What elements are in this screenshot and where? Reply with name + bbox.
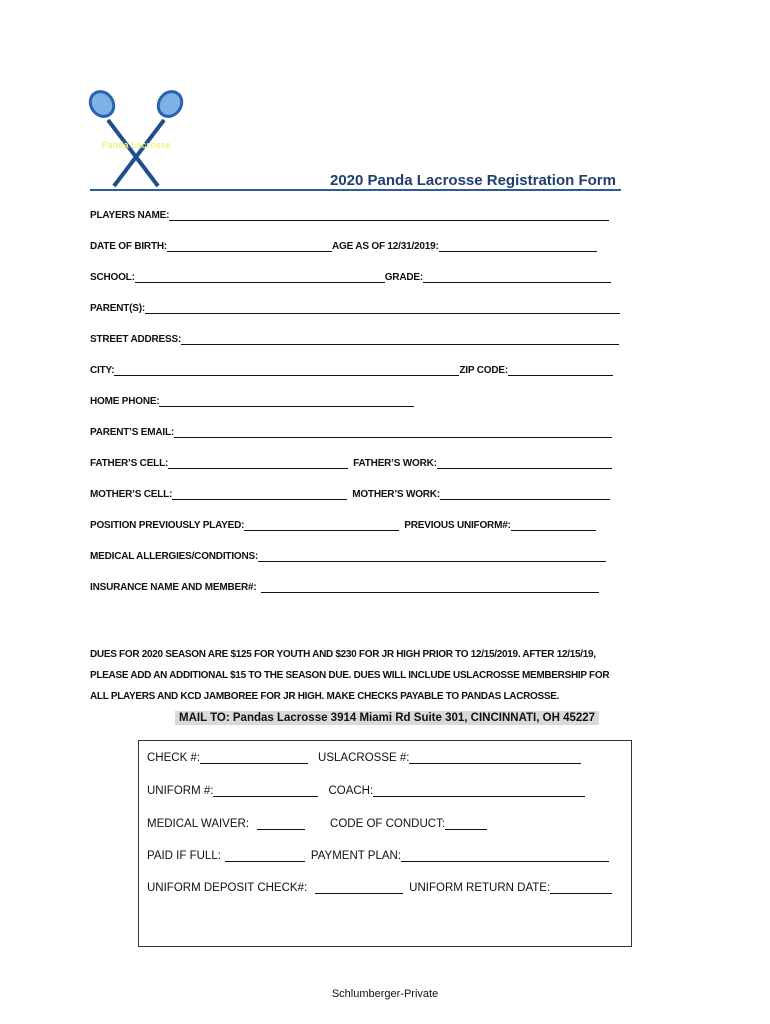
school-row[interactable] [90,272,611,283]
blank-line[interactable] [114,365,459,376]
label: DATE OF BIRTH: [90,241,168,252]
label: CODE OF CONDUCT: [330,818,446,830]
check-row[interactable] [147,751,581,764]
father-row[interactable] [90,458,612,469]
label: UNIFORM DEPOSIT CHECK#: [147,882,308,894]
label: SCHOOL: [90,272,135,283]
lacrosse-sticks-logo [86,90,186,190]
label: PAID IF FULL: [147,850,221,862]
label: POSITION PREVIOUSLY PLAYED: [90,520,245,531]
blank-line[interactable] [409,751,581,764]
blank-line[interactable] [257,817,305,830]
label: UNIFORM #: [147,785,214,797]
blank-line[interactable] [445,817,487,830]
blank-line[interactable] [439,241,597,252]
label: FATHER’S WORK: [353,458,437,469]
blank-line[interactable] [169,210,609,221]
blank-line[interactable] [437,458,612,469]
blank-line[interactable] [159,396,414,407]
parents-field[interactable] [90,303,620,314]
mail-to-address: MAIL TO: Pandas Lacrosse 3914 Miami Rd Suite 301, CINCINNATI, OH 45227 [175,711,599,725]
blank-line[interactable] [172,489,347,500]
parent-email-field[interactable] [90,427,612,438]
label: HOME PHONE: [90,396,160,407]
blank-line[interactable] [225,849,305,862]
blank-line[interactable] [145,303,620,314]
blank-line[interactable] [200,751,308,764]
blank-line[interactable] [511,520,596,531]
city-row[interactable] [90,365,613,376]
label: UNIFORM RETURN DATE: [409,882,551,894]
label: PARENT’S EMAIL: [90,427,175,438]
blank-line[interactable] [440,489,610,500]
players-name-field[interactable] [90,210,609,221]
home-phone-field[interactable] [90,396,414,407]
label: STREET ADDRESS: [90,334,182,345]
blank-line[interactable] [373,784,585,797]
blank-line[interactable] [423,272,611,283]
blank-line[interactable] [261,582,599,593]
label: MEDICAL WAIVER: [147,818,250,830]
label: GRADE: [384,272,423,283]
uniform-row[interactable] [147,784,585,797]
dues-line: DUES FOR 2020 SEASON ARE $125 FOR YOUTH AND $230 FOR JR HIGH PRIOR TO 12/15/2019. AFTER 12/15/19, [90,649,596,660]
blank-line[interactable] [401,849,609,862]
blank-line[interactable] [135,272,385,283]
dues-line: PLEASE ADD AN ADDITIONAL $15 TO THE SEASON DUE. DUES WILL INCLUDE USLACROSSE MEMBERSHIP FOR [90,670,610,681]
label: CHECK #: [147,752,201,764]
blank-line[interactable] [174,427,612,438]
svg-text:Panda Lacrosse: Panda Lacrosse [101,140,171,150]
label: FATHER’S CELL: [90,458,169,469]
waiver-row[interactable] [147,817,487,830]
label: MOTHER’S WORK: [352,489,440,500]
blank-line[interactable] [244,520,399,531]
label: CITY: [90,365,115,376]
dues-notice [90,644,690,707]
label: PAYMENT PLAN: [310,850,402,862]
page-title: 2020 Panda Lacrosse Registration Form [330,172,616,189]
classification-footer: Schlumberger-Private [331,988,439,1000]
dues-line: ALL PLAYERS AND KCD JAMBOREE FOR JR HIGH. MAKE CHECKS PAYABLE TO PANDAS LACROSSE. [90,691,560,702]
title-rule [90,189,621,191]
blank-line[interactable] [181,334,619,345]
position-row[interactable] [90,520,596,531]
medical-field[interactable] [90,551,606,562]
dob-row[interactable] [90,241,597,252]
office-use-box [138,740,632,947]
blank-line[interactable] [550,881,612,894]
label: USLACROSSE #: [318,752,410,764]
blank-line[interactable] [315,881,403,894]
blank-line[interactable] [213,784,318,797]
blank-line[interactable] [258,551,606,562]
label: AGE AS OF 12/31/2019: [332,241,439,252]
mother-row[interactable] [90,489,610,500]
label: PLAYERS NAME: [90,210,170,221]
payment-row[interactable] [147,849,609,862]
label: MOTHER’S CELL: [90,489,173,500]
label: PARENT(S): [90,303,146,314]
street-field[interactable] [90,334,619,345]
label: INSURANCE NAME AND MEMBER#: [90,582,257,593]
blank-line[interactable] [508,365,613,376]
blank-line[interactable] [168,458,348,469]
blank-line[interactable] [167,241,332,252]
label: PREVIOUS UNIFORM#: [404,520,511,531]
deposit-row[interactable] [147,881,612,894]
insurance-field[interactable] [90,582,599,593]
label: MEDICAL ALLERGIES/CONDITIONS: [90,551,259,562]
label: COACH: [328,785,374,797]
label: ZIP CODE: [459,365,508,376]
